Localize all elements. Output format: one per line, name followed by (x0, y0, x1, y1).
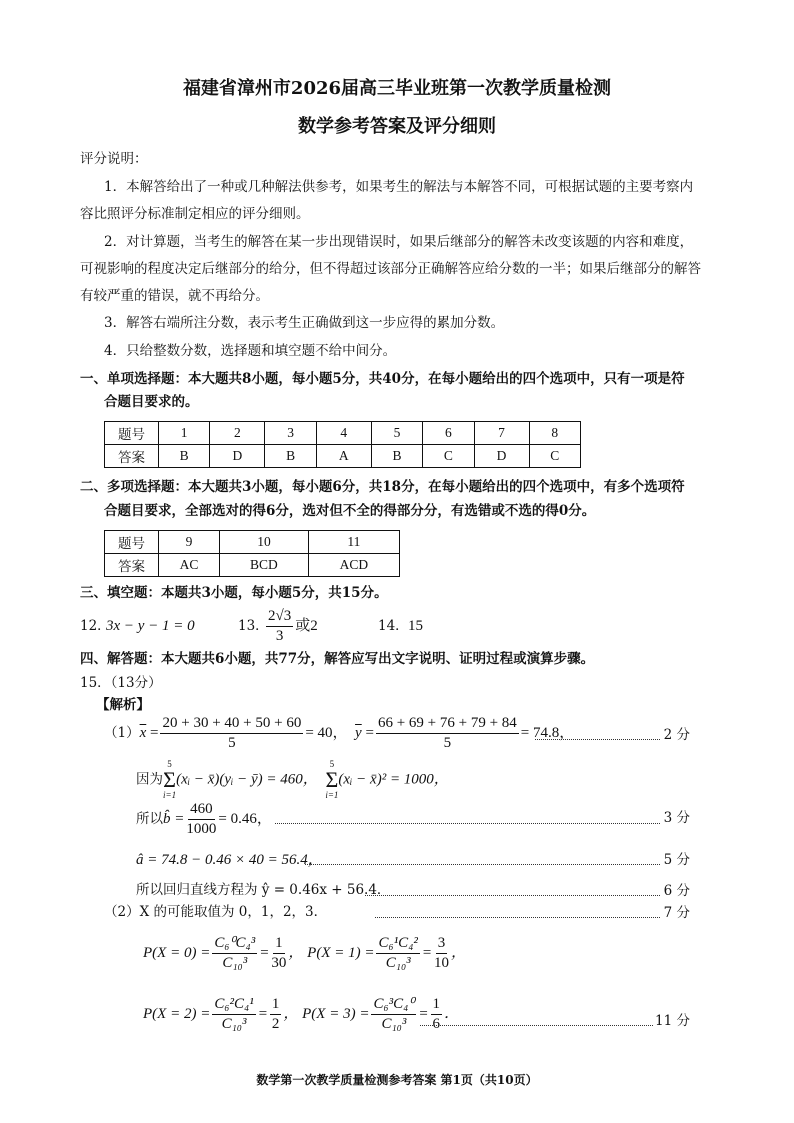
q13-label: 13． (238, 618, 269, 634)
part1-label: （1） (104, 724, 140, 741)
dot-leader (305, 864, 660, 865)
document-subtitle: 数学参考答案及评分细则 (298, 116, 496, 137)
p0-result-den: 30 (271, 955, 287, 971)
section1-heading-cont: 合题目要求的。 (104, 394, 199, 410)
question-number: 2 (210, 422, 265, 445)
answer-cell: AC (159, 554, 220, 577)
sum-line: 因为 5 Σ i=1 (xᵢ − x̄)(yᵢ − ȳ) = 460， 5 Σ i=1 (xᵢ − x̄)² = 1000， (136, 759, 449, 800)
note-line: 可视影响的程度决定后继部分的给分，但不得超过该部分正确解答应给分数的一半；如果后继部分的解答 (80, 261, 701, 277)
row-label: 答案 (105, 554, 159, 577)
p1-numerator: C₆¹C₄² (376, 936, 419, 954)
note-line: 3．解答右端所注分数，表示考生正确做到这一步应得的累加分数。 (104, 315, 505, 331)
note-line: 4．只给整数分数，选择题和填空题不给中间分。 (104, 343, 397, 359)
question-number: 9 (159, 531, 220, 554)
intercept-line: â = 74.8 − 0.46 × 40 = 56.4， (136, 852, 323, 868)
so-text: 所以 (136, 810, 163, 827)
p1-denominator: C₁₀³ (385, 955, 411, 971)
p1-result-den: 10 (434, 955, 450, 971)
table-row (105, 445, 581, 468)
question-number: 6 (423, 422, 474, 445)
answer-cell: ACD (308, 554, 399, 577)
table-row (105, 554, 400, 577)
p0-denominator: C₁₀³ (222, 955, 248, 971)
q13-denominator: 3 (275, 628, 284, 644)
note-line: 容比照评分标准制定相应的评分细则。 (80, 206, 310, 222)
notes-heading: 评分说明： (80, 151, 148, 167)
analysis-label: 【解析】 (96, 697, 150, 713)
p0-lhs: P(X = 0) = (143, 944, 211, 961)
p0-numerator: C₆⁰C₄³ (212, 936, 257, 954)
score: 11 分 (655, 1013, 690, 1029)
sum-lower: i=1 (325, 790, 339, 800)
p3-numerator: C₆³C₄⁰ (371, 997, 416, 1015)
dot-leader (275, 823, 660, 824)
section1-heading: 一、单项选择题：本大题共8小题，每小题5分，共40分，在每小题给出的四个选项中，只有一项是符 (80, 371, 685, 387)
b-numerator: 460 (188, 802, 215, 820)
q14-label: 14． (378, 618, 409, 634)
p2-lhs: P(X = 2) = (143, 1005, 211, 1022)
q13-alt: 2 (310, 617, 318, 634)
answer-cell: BCD (220, 554, 309, 577)
mean-line: $(1)\overline{x}$ = $\frac{20 + 30 + 40 + 50 + 60}{5}$ = 40， $\overline{y}$ = $\frac{66 + 69 + 76 + 79 + 84}{5}$ = 74.8， (104, 715, 575, 751)
because-text: 因为 (136, 771, 163, 788)
question-number: 10 (220, 531, 309, 554)
score: 6 分 (663, 883, 690, 899)
question-number: 4 (316, 422, 371, 445)
dot-leader (365, 895, 660, 896)
answer-cell: C (529, 445, 580, 468)
sum1-expression: (xᵢ − x̄)(yᵢ − ȳ) = 460， (176, 771, 318, 788)
score: 2 分 (663, 727, 690, 743)
sum-upper: 5 (329, 759, 335, 769)
dot-leader (535, 739, 660, 740)
probability-line-1: P(X = 0) = $\frac{\text{C₆⁰C₄³}}{\text{C₁₀³}}$ = $\frac{1}{30}$ ， P(X = 1) = $\frac{\text{C₆¹C₄²}}{\text{C₁₀³}}$ = $\frac{3}{10}$ ， (143, 935, 467, 971)
q12-label: 12． (80, 618, 111, 634)
b-denominator: 1000 (186, 821, 217, 837)
section2-heading-cont: 合题目要求，全部选对的得6分，选对但不全的得部分分，有选错或不选的得0分。 (104, 503, 596, 519)
p3-lhs: P(X = 3) = (302, 1005, 370, 1022)
xbar-numerator: 20 + 30 + 40 + 50 + 60 (160, 716, 303, 734)
regression-line: 所以回归直线方程为 ŷ = 0.46x + 56.4． (136, 882, 391, 898)
q14-answer: 15 (408, 618, 423, 634)
question-number: 11 (308, 531, 399, 554)
probability-line-2: P(X = 2) = $\frac{\text{C₆²C₄¹}}{\text{C₁₀³}}$ = $\frac{1}{2}$ ， P(X = 3) = $\frac{\text{C₆³C₄⁰}}{\text{C₁₀³}}$ = $\frac{1}{6}$ ． (143, 996, 460, 1032)
answer-cell: D (210, 445, 265, 468)
ybar-numerator: 66 + 69 + 76 + 79 + 84 (376, 716, 519, 734)
score: 7 分 (663, 905, 690, 921)
answer-cell: B (159, 445, 210, 468)
answer-cell: A (316, 445, 371, 468)
question-number: 8 (529, 422, 580, 445)
document-title: 福建省漳州市2026届高三毕业班第一次教学质量检测 (182, 78, 612, 99)
answer-cell: B (371, 445, 422, 468)
question-number: 1 (159, 422, 210, 445)
xbar-value: = 40， (305, 724, 348, 741)
note-line: 2．对计算题，当考生的解答在某一步出现错误时，如果后继部分的解答未改变该题的内容和难度， (104, 234, 694, 250)
question-number: 5 (371, 422, 422, 445)
answer-cell: B (265, 445, 316, 468)
sum-lower: i=1 (163, 790, 177, 800)
dot-leader (375, 917, 660, 918)
p3-denominator: C₁₀³ (381, 1016, 407, 1032)
answer-cell: D (474, 445, 529, 468)
q13-numerator: 2√3 (266, 609, 293, 627)
b-hat: b̂ = (163, 810, 185, 827)
ybar-value: = 74.8， (520, 724, 575, 741)
question-number: 3 (265, 422, 316, 445)
table-row (105, 531, 400, 554)
slope-line (136, 802, 272, 837)
single-choice-answer-table (104, 421, 581, 468)
p2-denominator: C₁₀³ (221, 1016, 247, 1032)
p2-numerator: C₆²C₄¹ (212, 997, 255, 1015)
part2-line: （2）X 的可能取值为 0，1，2，3． (104, 904, 328, 920)
sum2-expression: (xᵢ − x̄)² = 1000， (338, 771, 449, 788)
q15-label: 15．（13分） (80, 675, 162, 691)
question-number: 7 (474, 422, 529, 445)
note-line: 有较严重的错误，就不再给分。 (80, 288, 269, 304)
p3-result-num: 1 (431, 997, 443, 1015)
dot-leader (420, 1025, 653, 1026)
table-row (105, 422, 581, 445)
q13-or: 或 (295, 617, 311, 634)
p2-result-den: 2 (271, 1016, 280, 1032)
page-footer: 数学第一次教学质量检测参考答案 第1页（共10页） (256, 1073, 538, 1087)
multi-choice-answer-table (104, 530, 400, 577)
section2-heading: 二、多项选择题：本大题共3小题，每小题6分，共18分，在每小题给出的四个选项中，有多个选项符 (80, 479, 685, 495)
score: 3 分 (663, 810, 690, 826)
p2-result-num: 1 (270, 997, 282, 1015)
q13-answer (264, 609, 318, 644)
sum-upper: 5 (167, 759, 172, 769)
row-label: 题号 (105, 531, 159, 554)
ybar-denominator: 5 (443, 735, 452, 751)
section4-heading: 四、解答题：本大题共6小题，共77分，解答应写出文字说明、证明过程或演算步骤。 (80, 651, 595, 667)
b-value: = 0.46， (218, 810, 272, 827)
p1-lhs: P(X = 1) = (307, 944, 375, 961)
row-label: 答案 (105, 445, 159, 468)
p1-result-num: 3 (436, 936, 448, 954)
answer-cell: C (423, 445, 474, 468)
q12-answer: 3x − y − 1 = 0 (106, 618, 195, 634)
p0-result-num: 1 (273, 936, 285, 954)
note-line: 1．本解答给出了一种或几种解法供参考，如果考生的解法与本解答不同，可根据试题的主要考察内 (104, 179, 694, 195)
row-label: 题号 (105, 422, 159, 445)
p3-result-den: 6 (432, 1016, 441, 1032)
section3-heading: 三、填空题：本题共3小题，每小题5分，共15分。 (80, 585, 388, 601)
xbar-denominator: 5 (228, 735, 236, 751)
score: 5 分 (663, 852, 690, 868)
